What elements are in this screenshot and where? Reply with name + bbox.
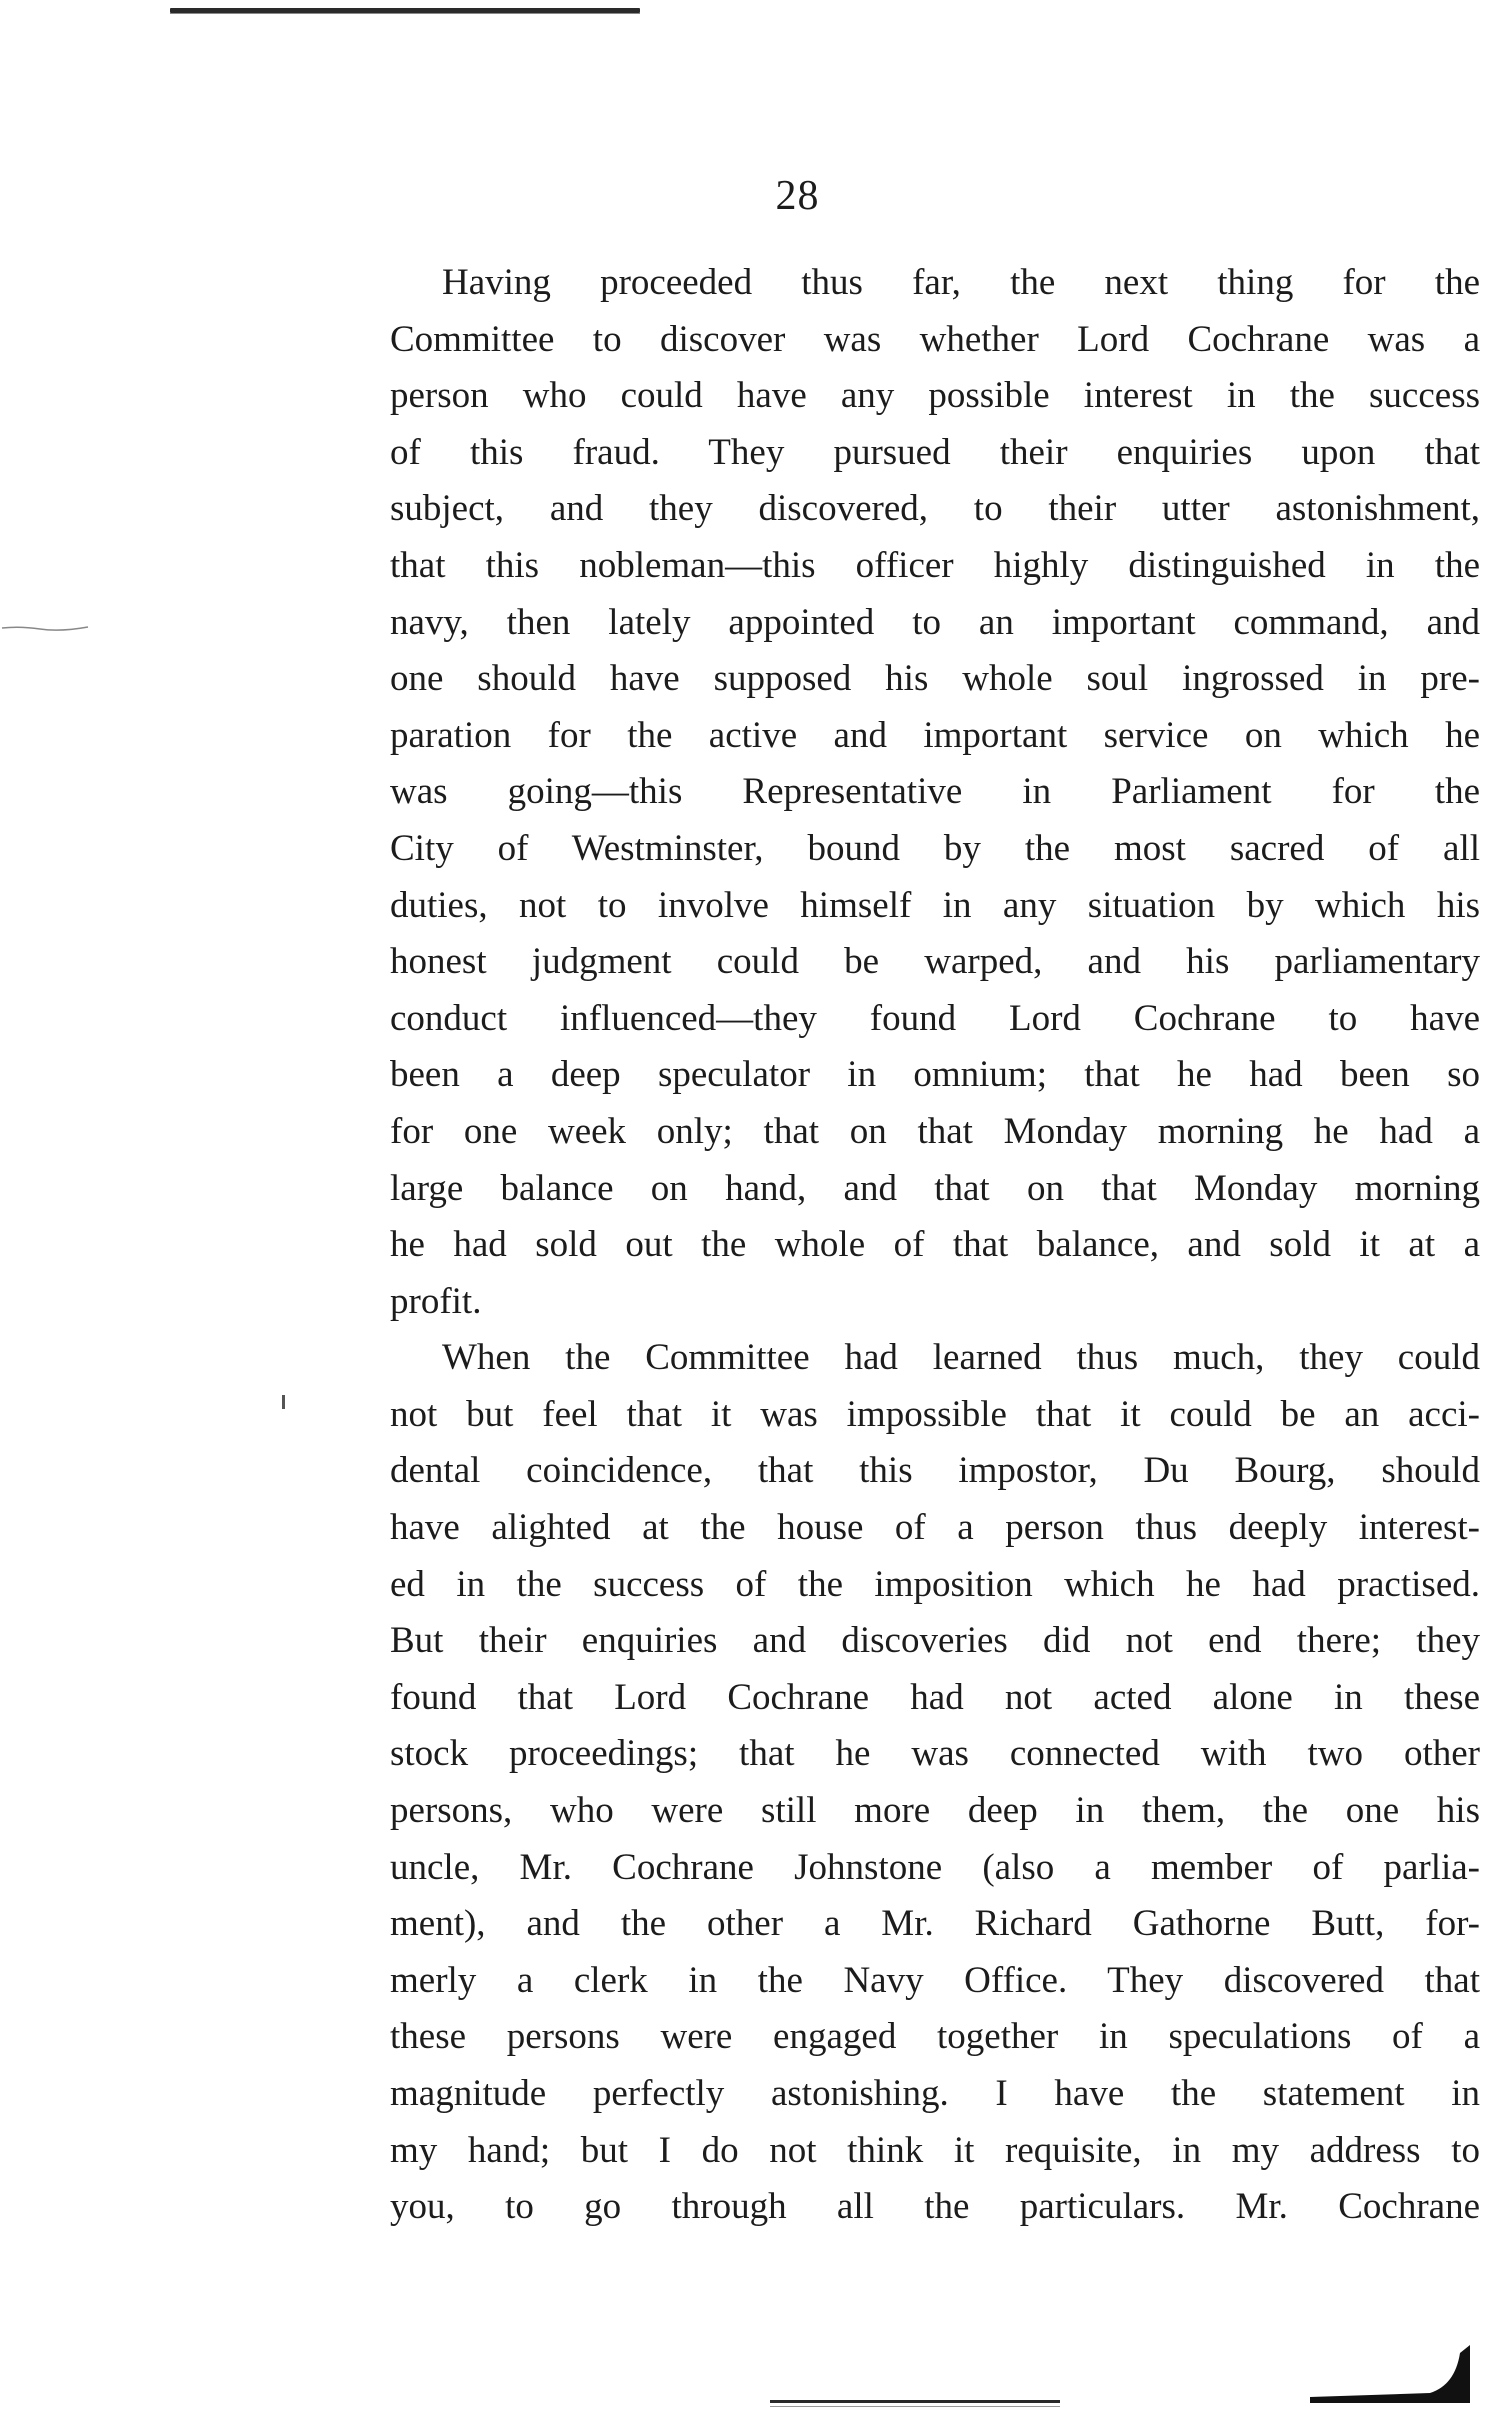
text-line: ment), and the other a Mr. Richard Gathorne Butt, for- (390, 1903, 1480, 1945)
paragraph-2 (390, 1330, 1480, 2236)
text-line: paration for the active and important service on which he (390, 714, 1480, 756)
text-line: that this nobleman—this officer highly distinguished in the (390, 544, 1480, 586)
text-line: person who could have any possible interest in the success (390, 375, 1480, 417)
text-line: ed in the success of the imposition which he had practised. (390, 1563, 1480, 1605)
text-line: stock proceedings; that he was connected with two other (390, 1733, 1480, 1775)
text-line: duties, not to involve himself in any situation by which his (390, 884, 1480, 926)
binding-corner-mark (1310, 2345, 1470, 2405)
text-line: he had sold out the whole of that balance, and sold it at a (390, 1224, 1480, 1266)
text-line: navy, then lately appointed to an important command, and (390, 601, 1480, 643)
text-line: When the Committee had learned thus much, they could (442, 1337, 1480, 1379)
text-line: uncle, Mr. Cochrane Johnstone (also a member of parlia- (390, 1846, 1480, 1888)
text-line: Committee to discover was whether Lord Cochrane was a (390, 318, 1480, 360)
page-number: 28 (775, 173, 820, 219)
body-text (390, 255, 1480, 2236)
margin-tick-mark (282, 1395, 285, 1409)
text-line: But their enquiries and discoveries did not end there; they (390, 1620, 1480, 1662)
text-line: have alighted at the house of a person thus deeply interest- (390, 1507, 1480, 1549)
top-rule-thin (170, 13, 640, 14)
paragraph-1 (390, 255, 1480, 1330)
text-line: merly a clerk in the Navy Office. They discovered that (390, 1959, 1480, 2001)
text-line: these persons were engaged together in speculations of a (390, 2016, 1480, 2058)
text-line: was going—this Representative in Parliament for the (390, 771, 1480, 813)
text-line: been a deep speculator in omnium; that he had been so (390, 1054, 1480, 1096)
text-line: for one week only; that on that Monday morning he had a (390, 1110, 1480, 1152)
text-line: profit. (390, 1280, 482, 1322)
text-line: one should have supposed his whole soul ingrossed in pre- (390, 658, 1480, 700)
margin-smudge (0, 620, 90, 630)
text-line: Having proceeded thus far, the next thing for the (442, 262, 1480, 303)
text-line: persons, who were still more deep in them, the one his (390, 1790, 1480, 1832)
text-line: subject, and they discovered, to their utter astonishment, (390, 488, 1480, 530)
text-line: magnitude perfectly astonishing. I have the statement in (390, 2073, 1480, 2114)
text-line: you, to go through all the particulars. Mr. Cochrane (390, 2186, 1480, 2228)
text-line: dental coincidence, that this impostor, Du Bourg, should (390, 1450, 1480, 1492)
bottom-rule-thin (770, 2406, 1060, 2407)
text-line: large balance on hand, and that on that Monday morning (390, 1167, 1480, 1209)
bottom-rule (770, 2400, 1060, 2403)
text-line: City of Westminster, bound by the most sacred of all (390, 827, 1480, 869)
text-line: honest judgment could be warped, and his parliamentary (390, 941, 1480, 983)
text-line: conduct influenced—they found Lord Cochrane to have (390, 997, 1480, 1039)
text-line: my hand; but I do not think it requisite, in my address to (390, 2129, 1480, 2171)
text-line: not but feel that it was impossible that it could be an acci- (390, 1393, 1480, 1435)
text-line: of this fraud. They pursued their enquiries upon that (390, 431, 1480, 473)
text-line: found that Lord Cochrane had not acted alone in these (390, 1676, 1480, 1718)
